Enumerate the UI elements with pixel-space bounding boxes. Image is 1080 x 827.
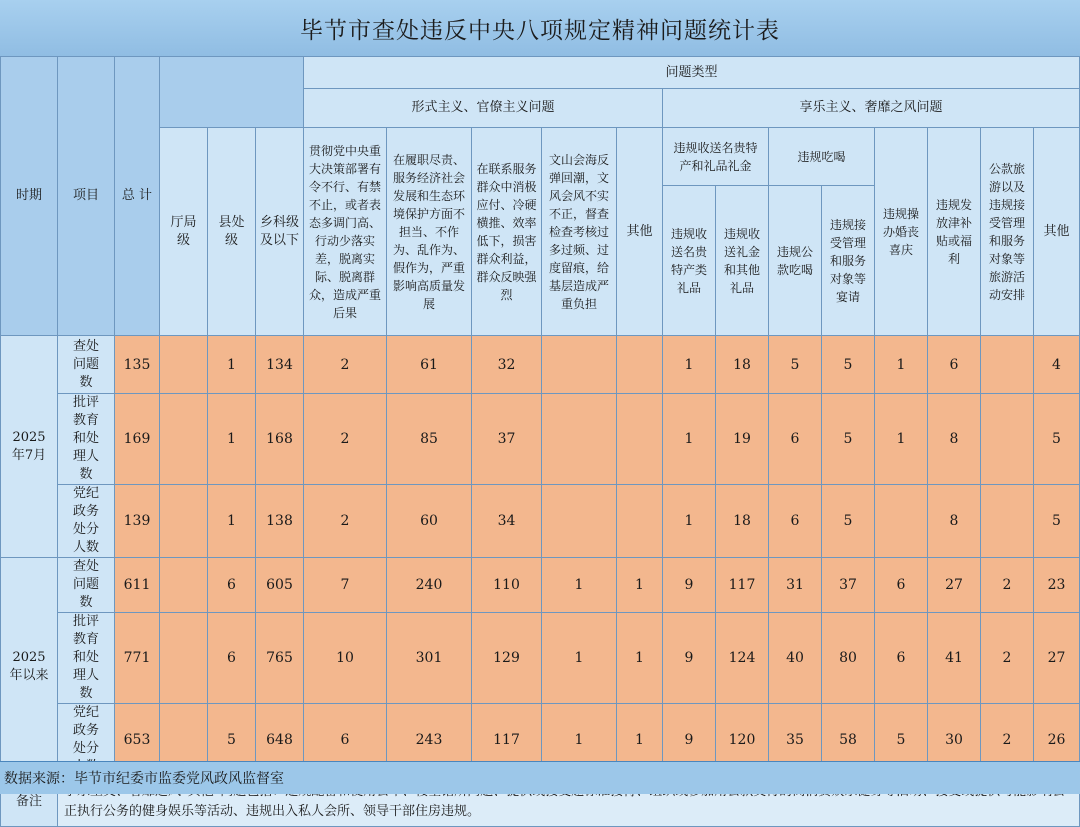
cell-h5: 1 — [875, 336, 928, 394]
cell-ting — [160, 485, 208, 558]
header-ting-ju: 厅局级 — [160, 128, 208, 336]
cell-h8: 5 — [1034, 485, 1080, 558]
cell-f4 — [542, 336, 617, 394]
cell-xian: 1 — [208, 394, 256, 485]
cell-f4: 1 — [542, 558, 617, 613]
cell-h4: 37 — [822, 558, 875, 613]
cell-h6: 27 — [928, 558, 981, 613]
cell-xiang: 134 — [256, 336, 304, 394]
cell-total: 611 — [115, 558, 160, 613]
cell-h2: 117 — [716, 558, 769, 613]
cell-h1: 1 — [663, 485, 716, 558]
cell-f2: 301 — [387, 613, 472, 704]
cell-f1: 2 — [304, 336, 387, 394]
period-label: 2025年7月 — [1, 336, 58, 558]
header-formalism: 形式主义、官僚主义问题 — [304, 89, 663, 128]
cell-f4 — [542, 394, 617, 485]
header-f4: 文山会海反弹回潮，文风会风不实不正，督查检查考核过多过频、过度留痕，给基层造成严重负担 — [542, 128, 617, 336]
header-problem-type: 问题类型 — [304, 57, 1080, 89]
cell-h6: 8 — [928, 485, 981, 558]
cell-h7: 2 — [981, 613, 1034, 704]
header-xian-chu: 县处级 — [208, 128, 256, 336]
cell-total: 771 — [115, 613, 160, 704]
data-source: 数据来源：毕节市纪委市监委党风政风监督室 — [0, 761, 1080, 794]
table-row — [1, 394, 1080, 485]
cell-h5: 6 — [875, 613, 928, 704]
cell-f5: 1 — [617, 613, 663, 704]
cell-xian: 1 — [208, 336, 256, 394]
table-row — [1, 485, 1080, 558]
header-h2: 违规收送礼金和其他礼品 — [716, 186, 769, 336]
cell-h7 — [981, 394, 1034, 485]
cell-h7 — [981, 336, 1034, 394]
cell-f1: 6 — [304, 704, 387, 777]
header-f2: 在履职尽责、服务经济社会发展和生态环境保护方面不担当、不作为、乱作为、假作为，严重影响高质量发展 — [387, 128, 472, 336]
row-item-label: 党纪政务处分 — [58, 704, 115, 777]
cell-f3: 117 — [472, 704, 542, 777]
cell-xiang: 605 — [256, 558, 304, 613]
cell-ting — [160, 613, 208, 704]
cell-h2: 120 — [716, 704, 769, 777]
cell-xian: 5 — [208, 704, 256, 777]
header-h5: 违规操办婚丧喜庆 — [875, 128, 928, 336]
cell-h2: 18 — [716, 336, 769, 394]
cell-f2: 60 — [387, 485, 472, 558]
row-item-label: 查处问题数 — [58, 336, 115, 394]
cell-h3: 40 — [769, 613, 822, 704]
cell-ting — [160, 394, 208, 485]
cell-h1: 9 — [663, 613, 716, 704]
cell-h3: 6 — [769, 485, 822, 558]
cell-total: 653 — [115, 704, 160, 777]
cell-f3: 32 — [472, 336, 542, 394]
cell-f3: 34 — [472, 485, 542, 558]
cell-total: 139 — [115, 485, 160, 558]
header-dining-group: 违规吃喝 — [769, 128, 875, 186]
header-total: 总 计 — [115, 57, 160, 336]
cell-xiang: 765 — [256, 613, 304, 704]
cell-f4 — [542, 485, 617, 558]
cell-f2: 243 — [387, 704, 472, 777]
cell-h4: 58 — [822, 704, 875, 777]
cell-h8: 4 — [1034, 336, 1080, 394]
cell-h6: 6 — [928, 336, 981, 394]
cell-total: 135 — [115, 336, 160, 394]
row-item-label: 批评教育和处理人数 — [58, 394, 115, 485]
cell-h7: 2 — [981, 558, 1034, 613]
cell-h1: 1 — [663, 336, 716, 394]
cell-f2: 240 — [387, 558, 472, 613]
row-item-label: 查处问题数 — [58, 558, 115, 613]
cell-f4: 1 — [542, 613, 617, 704]
page-title: 毕节市查处违反中央八项规定精神问题统计表 — [0, 0, 1080, 57]
cell-f3: 129 — [472, 613, 542, 704]
cell-h4: 5 — [822, 336, 875, 394]
cell-h6: 30 — [928, 704, 981, 777]
cell-h1: 9 — [663, 558, 716, 613]
header-h6: 违规发放津补贴或福利 — [928, 128, 981, 336]
cell-h6: 8 — [928, 394, 981, 485]
cell-h5 — [875, 485, 928, 558]
header-item: 项目 — [58, 57, 115, 336]
cell-h4: 80 — [822, 613, 875, 704]
row-item-label: 党纪政务处分人数 — [58, 485, 115, 558]
cell-ting — [160, 558, 208, 613]
cell-f1: 2 — [304, 394, 387, 485]
cell-f1: 2 — [304, 485, 387, 558]
cell-f2: 61 — [387, 336, 472, 394]
cell-xiang: 168 — [256, 394, 304, 485]
header-period: 时期 — [1, 57, 58, 336]
cell-xian: 1 — [208, 485, 256, 558]
statistics-table — [0, 56, 1080, 827]
cell-f5 — [617, 485, 663, 558]
header-f5: 其他 — [617, 128, 663, 336]
header-f3: 在联系服务群众中消极应付、冷硬横推、效率低下，损害群众利益，群众反映强烈 — [472, 128, 542, 336]
header-h1: 违规收送名贵特产类礼品 — [663, 186, 716, 336]
header-h3: 违规公款吃喝 — [769, 186, 822, 336]
cell-h5: 5 — [875, 704, 928, 777]
cell-f1: 10 — [304, 613, 387, 704]
cell-h1: 1 — [663, 394, 716, 485]
remark-text: 正执行公务的健身娱乐等活动、违规出入私人会所、领导干部住房违规。 — [58, 777, 1080, 827]
cell-h8: 26 — [1034, 704, 1080, 777]
remark-label: 备注 — [1, 777, 58, 827]
cell-h5: 6 — [875, 558, 928, 613]
cell-h7 — [981, 485, 1034, 558]
header-gift-group: 违规收送名贵特产和礼品礼金 — [663, 128, 769, 186]
cell-h3: 35 — [769, 704, 822, 777]
header-h8: 其他 — [1034, 128, 1080, 336]
cell-h8: 23 — [1034, 558, 1080, 613]
cell-h2: 19 — [716, 394, 769, 485]
cell-f3: 37 — [472, 394, 542, 485]
cell-h4: 5 — [822, 485, 875, 558]
cell-h5: 1 — [875, 394, 928, 485]
cell-f1: 7 — [304, 558, 387, 613]
cell-h8: 27 — [1034, 613, 1080, 704]
cell-h3: 5 — [769, 336, 822, 394]
period-label: 2025年以来 — [1, 558, 58, 777]
cell-f2: 85 — [387, 394, 472, 485]
cell-h8: 5 — [1034, 394, 1080, 485]
table-row — [1, 336, 1080, 394]
cell-h1: 9 — [663, 704, 716, 777]
header-f1: 贯彻党中央重大决策部署有令不行、有禁不止，或者表态多调门高、行动少落实差，脱离实际、脱离群众，造成严重后果 — [304, 128, 387, 336]
header-h4: 违规接受管理和服务对象等宴请 — [822, 186, 875, 336]
cell-h4: 5 — [822, 394, 875, 485]
cell-h6: 41 — [928, 613, 981, 704]
cell-f5: 1 — [617, 704, 663, 777]
table-row — [1, 613, 1080, 704]
cell-h3: 31 — [769, 558, 822, 613]
cell-xian: 6 — [208, 558, 256, 613]
cell-xian: 6 — [208, 613, 256, 704]
header-xiang-ke: 乡科级及以下 — [256, 128, 304, 336]
row-item-label: 批评教育和处理人数 — [58, 613, 115, 704]
cell-h2: 124 — [716, 613, 769, 704]
header-level-blank — [160, 57, 304, 128]
cell-f5 — [617, 336, 663, 394]
cell-ting — [160, 336, 208, 394]
cell-f3: 110 — [472, 558, 542, 613]
cell-xiang: 648 — [256, 704, 304, 777]
cell-f5: 1 — [617, 558, 663, 613]
header-h7: 公款旅游以及违规接受管理和服务对象等旅游活动安排 — [981, 128, 1034, 336]
cell-h2: 18 — [716, 485, 769, 558]
cell-xiang: 138 — [256, 485, 304, 558]
cell-f5 — [617, 394, 663, 485]
cell-total: 169 — [115, 394, 160, 485]
cell-f4: 1 — [542, 704, 617, 777]
cell-h7: 2 — [981, 704, 1034, 777]
table-row — [1, 558, 1080, 613]
header-hedonism: 享乐主义、奢靡之风问题 — [663, 89, 1080, 128]
cell-h3: 6 — [769, 394, 822, 485]
